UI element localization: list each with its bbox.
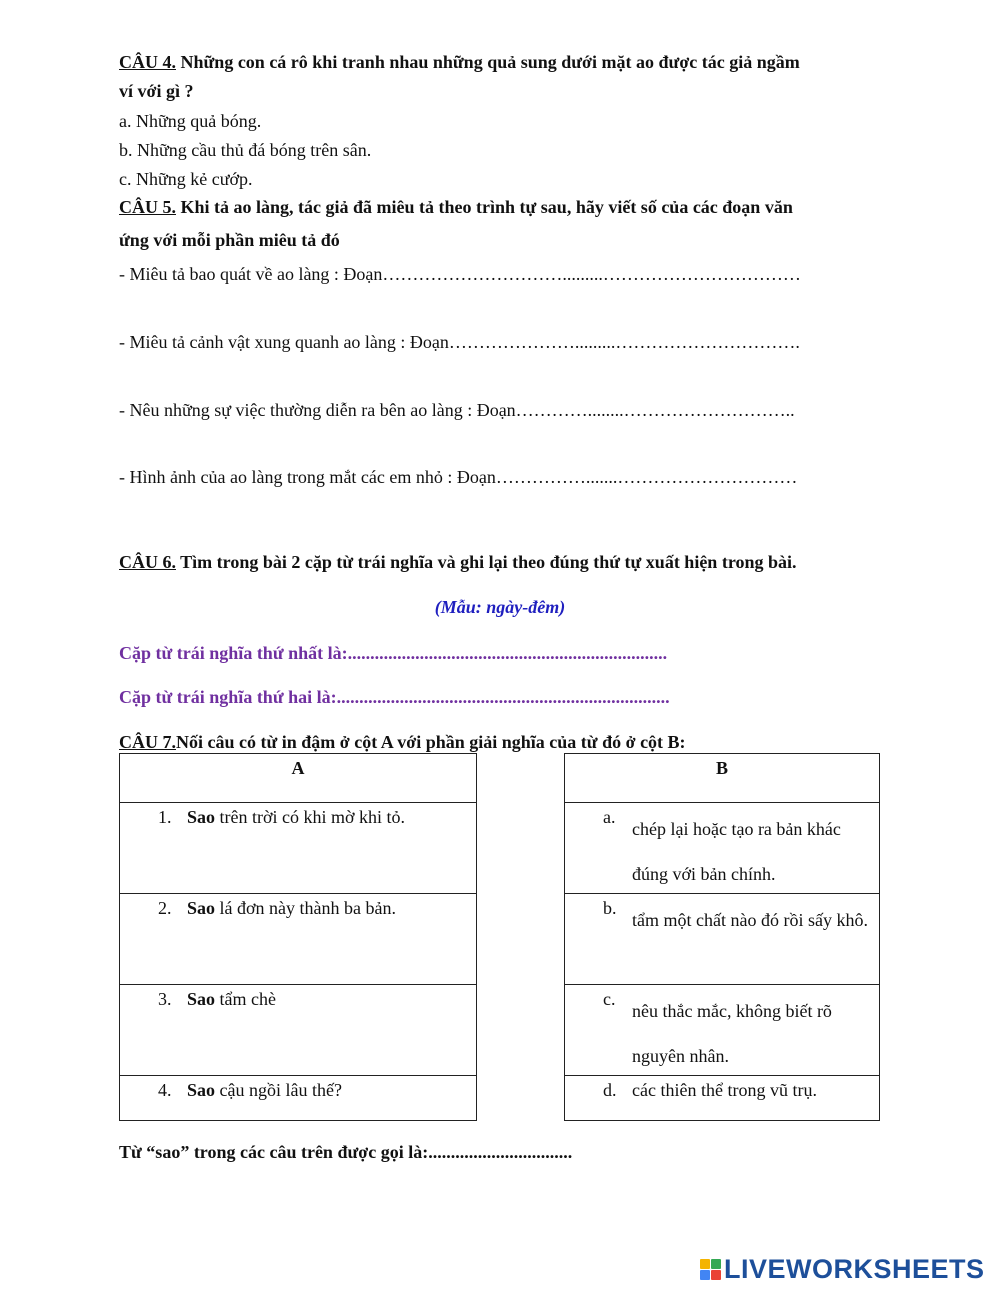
column-b-item-c[interactable] [565, 985, 880, 1076]
column-a-text: lá đơn này thành ba bản. [215, 898, 396, 918]
q5-answer-line-2[interactable]: - Miêu tả cảnh vật xung quanh ao làng : Đoạn………………….........…………………………. [119, 332, 800, 352]
column-a-text: trên trời có khi mờ khi tỏ. [215, 807, 406, 827]
q5-answer-line-1[interactable]: - Miêu tả bao quát về ao làng : Đoạn………………………….........…………………………… [119, 264, 801, 284]
q5-text: Khi tả ao làng, tác giả đã miêu tả theo trình tự sau, hãy viết số của các đoạn văn [176, 197, 793, 217]
q4-text: Những con cá rô khi tranh nhau những quả sung dưới mặt ao được tác giả ngầm [176, 52, 800, 72]
keyword-sao: Sao [187, 898, 216, 918]
q4-heading-line2: ví với gì ? [119, 81, 194, 101]
q7-text: Nối câu có từ in đậm ở cột A với phần giải nghĩa của từ đó ở cột B: [176, 732, 686, 752]
column-b-letter: b. [603, 898, 617, 918]
liveworksheets-logo-icon [700, 1259, 721, 1280]
q4-label: CÂU 4. [119, 52, 176, 72]
column-b-item-b[interactable] [565, 894, 880, 985]
column-b-letter: c. [603, 989, 616, 1009]
keyword-sao: Sao [187, 807, 216, 827]
column-a-number: 3. [158, 989, 172, 1009]
keyword-sao: Sao [187, 989, 216, 1009]
q5-heading-line2: ứng với mỗi phần miêu tả đó [119, 230, 340, 250]
q7-label: CÂU 7. [119, 732, 176, 752]
column-b-item-d[interactable] [565, 1076, 880, 1121]
column-b-letter: d. [603, 1080, 617, 1100]
liveworksheets-brand [700, 1254, 985, 1285]
column-a-number: 4. [158, 1080, 172, 1100]
q6-pair-2-answer[interactable]: Cặp từ trái nghĩa thứ hai là:.......................................................................... [119, 687, 670, 707]
column-b-text: chép lại hoặc tạo ra bản khác đúng với bản chính. [632, 819, 841, 884]
column-a-number: 2. [158, 898, 172, 918]
column-a-text: tẩm chè [215, 989, 276, 1009]
q5-answer-line-4[interactable]: - Hình ảnh của ao làng trong mắt các em nhỏ : Đoạn…………….......………………………… [119, 467, 798, 487]
column-a-number: 1. [158, 807, 172, 827]
column-b-header: B [565, 754, 880, 803]
q6-sample: (Mẫu: ngày-đêm) [434, 597, 566, 617]
column-b-table [564, 753, 880, 1121]
column-b-text: tẩm một chất nào đó rồi sấy khô. [632, 910, 868, 930]
column-a-item-3[interactable] [120, 985, 477, 1076]
column-a-table [119, 753, 477, 1121]
column-a-item-4[interactable] [120, 1076, 477, 1121]
q5-label: CÂU 5. [119, 197, 176, 217]
q6-label: CÂU 6. [119, 552, 176, 572]
q5-heading-line1 [119, 197, 793, 218]
column-a-item-1[interactable] [120, 803, 477, 894]
column-b-text: nêu thắc mắc, không biết rõ nguyên nhân. [632, 1001, 832, 1066]
column-b-text: các thiên thể trong vũ trụ. [632, 1080, 817, 1100]
q5-answer-line-3[interactable]: - Nêu những sự việc thường diễn ra bên ao làng : Đoạn…………........……………………….. [119, 400, 795, 420]
column-a-item-2[interactable] [120, 894, 477, 985]
q4-option-c: c. Những kẻ cướp. [119, 169, 253, 189]
q6-text: Tìm trong bài 2 cặp từ trái nghĩa và ghi lại theo đúng thứ tự xuất hiện trong bài. [176, 552, 797, 572]
q7-heading [119, 732, 686, 753]
column-b-item-a[interactable] [565, 803, 880, 894]
q7-footer-answer[interactable]: Từ “sao” trong các câu trên được gọi là:................................ [119, 1142, 573, 1162]
brand-name: LIVEWORKSHEETS [724, 1254, 985, 1284]
column-b-letter: a. [603, 807, 616, 827]
q4-option-a: a. Những quả bóng. [119, 111, 262, 131]
keyword-sao: Sao [187, 1080, 216, 1100]
q4-heading-line1 [119, 52, 800, 73]
column-a-header: A [120, 754, 477, 803]
column-a-text: cậu ngồi lâu thế? [215, 1080, 342, 1100]
q6-pair-1-answer[interactable]: Cặp từ trái nghĩa thứ nhất là:....................................................................... [119, 643, 668, 663]
q6-heading [119, 552, 797, 573]
q4-option-b: b. Những cầu thủ đá bóng trên sân. [119, 140, 372, 160]
